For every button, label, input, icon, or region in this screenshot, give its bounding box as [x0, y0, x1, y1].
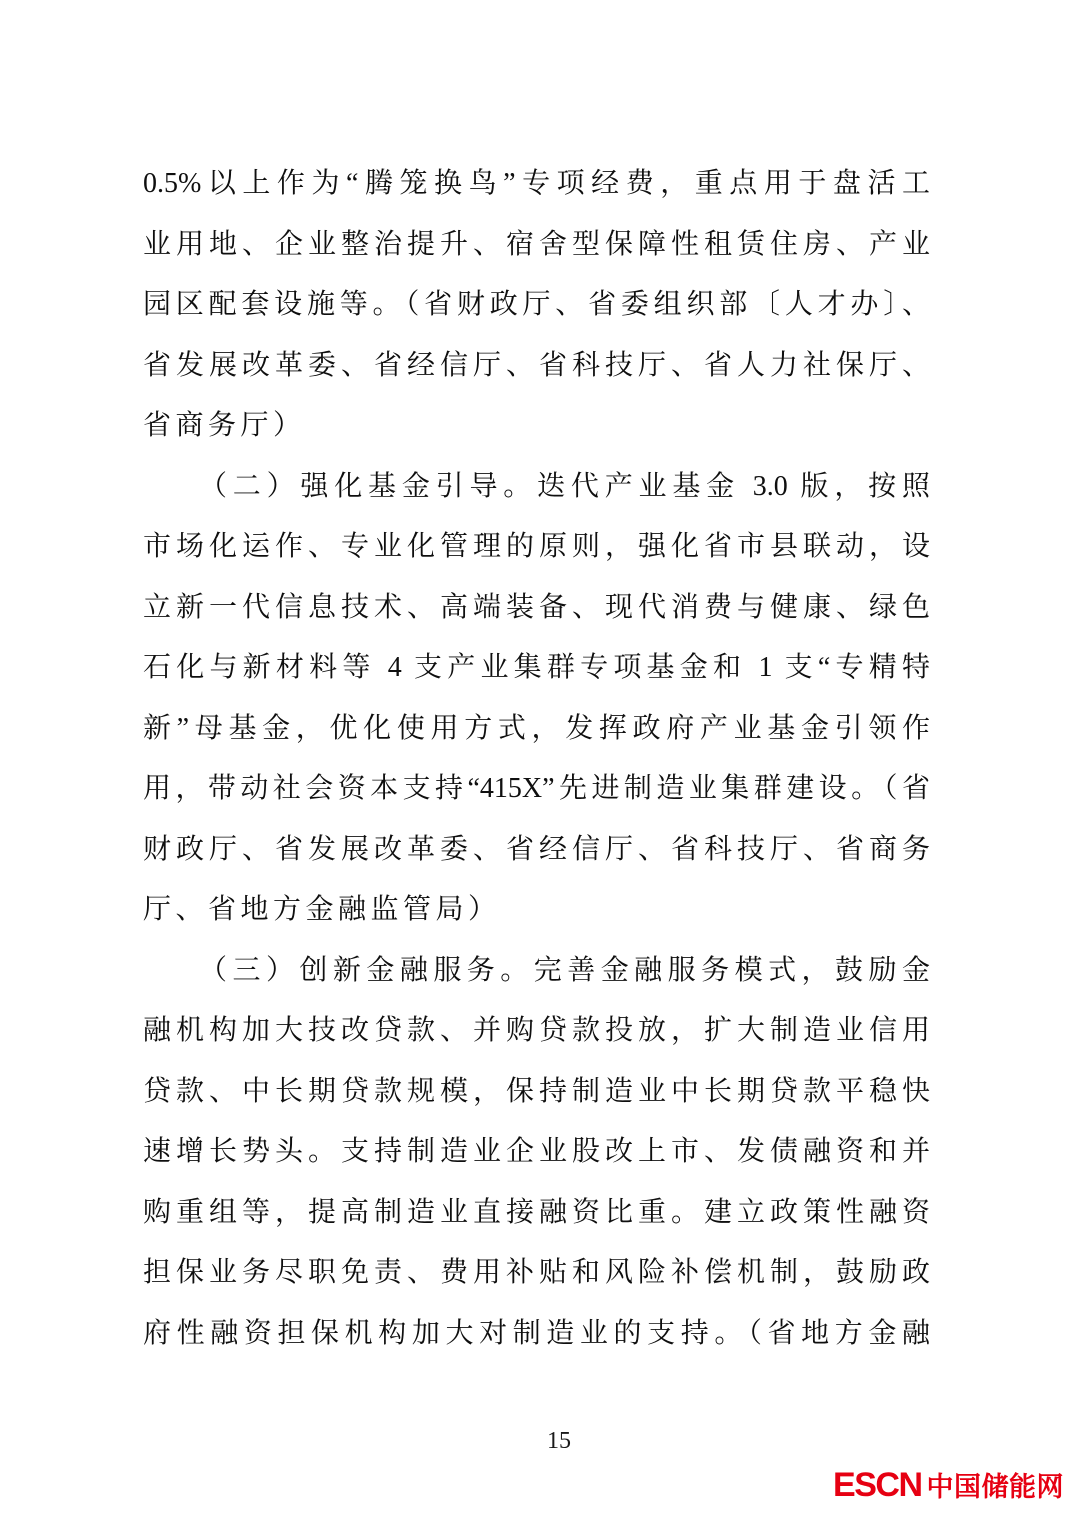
text-line: 财政厅、省发展改革委、省经信厅、省科技厅、省商务 — [143, 833, 930, 865]
text-line: 融机构加大技改贷款、并购贷款投放，扩大制造业信用 — [143, 1015, 930, 1046]
text-line: 市场化运作、专业化管理的原则，强化省市县联动，设 — [143, 531, 930, 562]
escn-watermark-logo — [833, 1468, 1064, 1502]
paragraph-continuation — [143, 154, 930, 457]
text-line: 府性融资担保机构加大对制造业的支持。（省地方金融 — [143, 1317, 930, 1349]
text-line: 厅、省地方金融监管局） — [143, 894, 501, 925]
document-body — [143, 154, 930, 1364]
text-line: 用，带动社会资本支持“415X”先进制造业集群建设。（省 — [143, 773, 930, 804]
text-line: 业用地、企业整治提升、宿舍型保障性租赁住房、产业 — [143, 228, 930, 260]
paragraph-section-3 — [143, 941, 930, 1365]
text-line: 0.5%以上作为“腾笼换鸟”专项经费，重点用于盘活工 — [143, 168, 930, 199]
text-line: 新”母基金，优化使用方式，发挥政府产业基金引领作 — [143, 712, 930, 744]
text-line: 贷款、中长期贷款规模，保持制造业中长期贷款平稳快 — [143, 1075, 930, 1107]
text-line: 立新一代信息技术、高端装备、现代消费与健康、绿色 — [143, 591, 930, 623]
paragraph-section-2 — [143, 457, 930, 941]
escn-brand-text: ESCN — [833, 1466, 922, 1504]
text-line: 担保业务尽职免责、费用补贴和风险补偿机制，鼓励政 — [143, 1257, 930, 1288]
text-line-section-heading: （二）强化基金引导。迭代产业基金 3.0 版，按照 — [199, 470, 930, 502]
text-line-section-heading: （三）创新金融服务。完善金融服务模式，鼓励金 — [199, 954, 930, 986]
text-line: 省商务厅） — [143, 410, 306, 441]
escn-site-name-text: 中国储能网 — [926, 1472, 1064, 1503]
page-number: 15 — [547, 1428, 571, 1454]
text-line: 购重组等，提高制造业直接融资比重。建立政策性融资 — [143, 1196, 930, 1228]
text-line: 速增长势头。支持制造业企业股改上市、发债融资和并 — [143, 1136, 930, 1167]
text-line: 园区配套设施等。（省财政厅、省委组织部〔人才办〕、 — [143, 289, 930, 320]
text-line: 省发展改革委、省经信厅、省科技厅、省人力社保厅、 — [143, 349, 930, 381]
text-line: 石化与新材料等 4 支产业集群专项基金和 1 支“专精特 — [143, 652, 930, 683]
